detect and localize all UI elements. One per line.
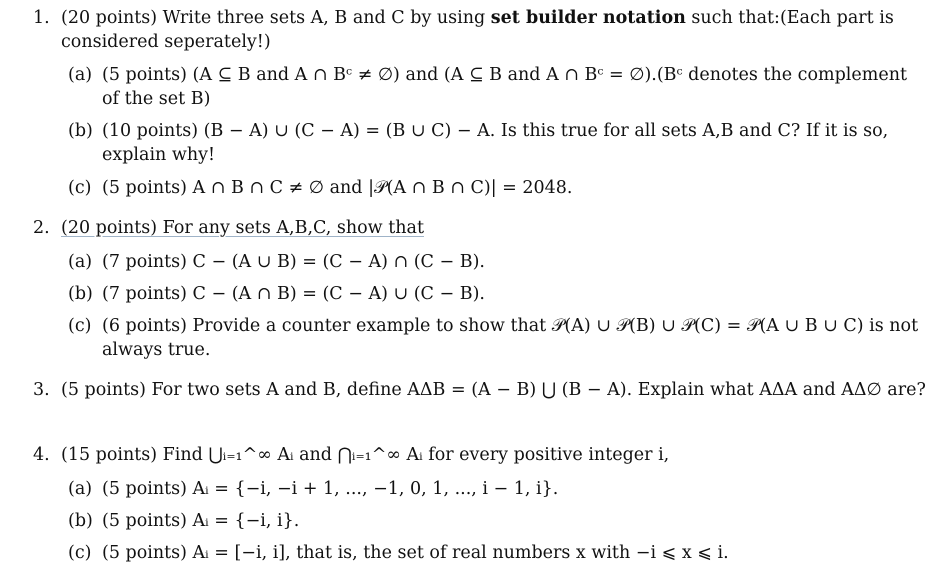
problem-number: 2.	[33, 218, 50, 238]
problem-statement: (20 points) For any sets A,B,C, show that	[61, 218, 424, 238]
part-text: (5 points) Aᵢ = [−i, i], that is, the set of real numbers x with −i ⩽ x ⩽ i.	[102, 543, 729, 563]
problem-4-part-a	[68, 477, 928, 501]
problem-1-part-b	[68, 119, 928, 167]
part-label: (b)	[68, 284, 93, 304]
part-text: (10 points) (B − A) ∪ (C − A) = (B ∪ C) − A. Is this true for all sets A,B and C? If it is so, explain why!	[102, 121, 889, 165]
problem-number: 3.	[33, 380, 50, 400]
problem-4	[33, 443, 933, 467]
part-label: (a)	[68, 65, 93, 85]
part-text: (5 points) A ∩ B ∩ C ≠ ∅ and |𝒫(A ∩ B ∩ C)| = 2048.	[102, 178, 573, 198]
problem-2-part-b	[68, 282, 928, 306]
part-text: (5 points) Aᵢ = {−i, i}.	[102, 511, 300, 531]
emphasis-text: set builder notation	[490, 8, 686, 28]
problem-statement: (15 points) Find ⋃ᵢ₌₁^∞ Aᵢ and ⋂ᵢ₌₁^∞ Aᵢ for every positive integer i,	[61, 445, 670, 465]
part-text: (6 points) Provide a counter example to show that 𝒫(A) ∪ 𝒫(B) ∪ 𝒫(C) = 𝒫(A ∪ B ∪ C) is not always true.	[102, 316, 919, 360]
part-text: (5 points) (A ⊆ B and A ∩ Bᶜ ≠ ∅) and (A ⊆ B and A ∩ Bᶜ = ∅).(Bᶜ denotes the complement of the set B)	[102, 65, 907, 109]
part-label: (c)	[68, 316, 92, 336]
problem-2-part-c	[68, 314, 928, 362]
problem-4-part-b	[68, 509, 928, 533]
part-text: (7 points) C − (A ∪ B) = (C − A) ∩ (C − B).	[102, 252, 485, 272]
problem-statement: (20 points) Write three sets A, B and C by using set builder notation such that:(Each part is considered seperately!)	[61, 8, 894, 52]
part-text: (5 points) Aᵢ = {−i, −i + 1, ..., −1, 0, 1, ..., i − 1, i}.	[102, 479, 559, 499]
part-label: (b)	[68, 121, 93, 141]
problem-statement: (5 points) For two sets A and B, define AΔB = (A − B) ⋃ (B − A). Explain what AΔA and AΔ∅ are?	[61, 380, 926, 400]
problem-3	[33, 378, 933, 402]
part-label: (b)	[68, 511, 93, 531]
problem-4-part-c	[68, 541, 928, 565]
part-text: (7 points) C − (A ∩ B) = (C − A) ∪ (C − B).	[102, 284, 485, 304]
part-label: (c)	[68, 543, 92, 563]
part-label: (c)	[68, 178, 92, 198]
part-label: (a)	[68, 479, 93, 499]
problem-2-part-a	[68, 250, 928, 274]
problem-1-part-a	[68, 63, 928, 111]
problem-1	[33, 6, 933, 54]
problem-number: 1.	[33, 8, 50, 28]
problem-1-part-c	[68, 176, 928, 200]
problem-number: 4.	[33, 445, 50, 465]
problem-2	[33, 216, 933, 240]
part-label: (a)	[68, 252, 93, 272]
